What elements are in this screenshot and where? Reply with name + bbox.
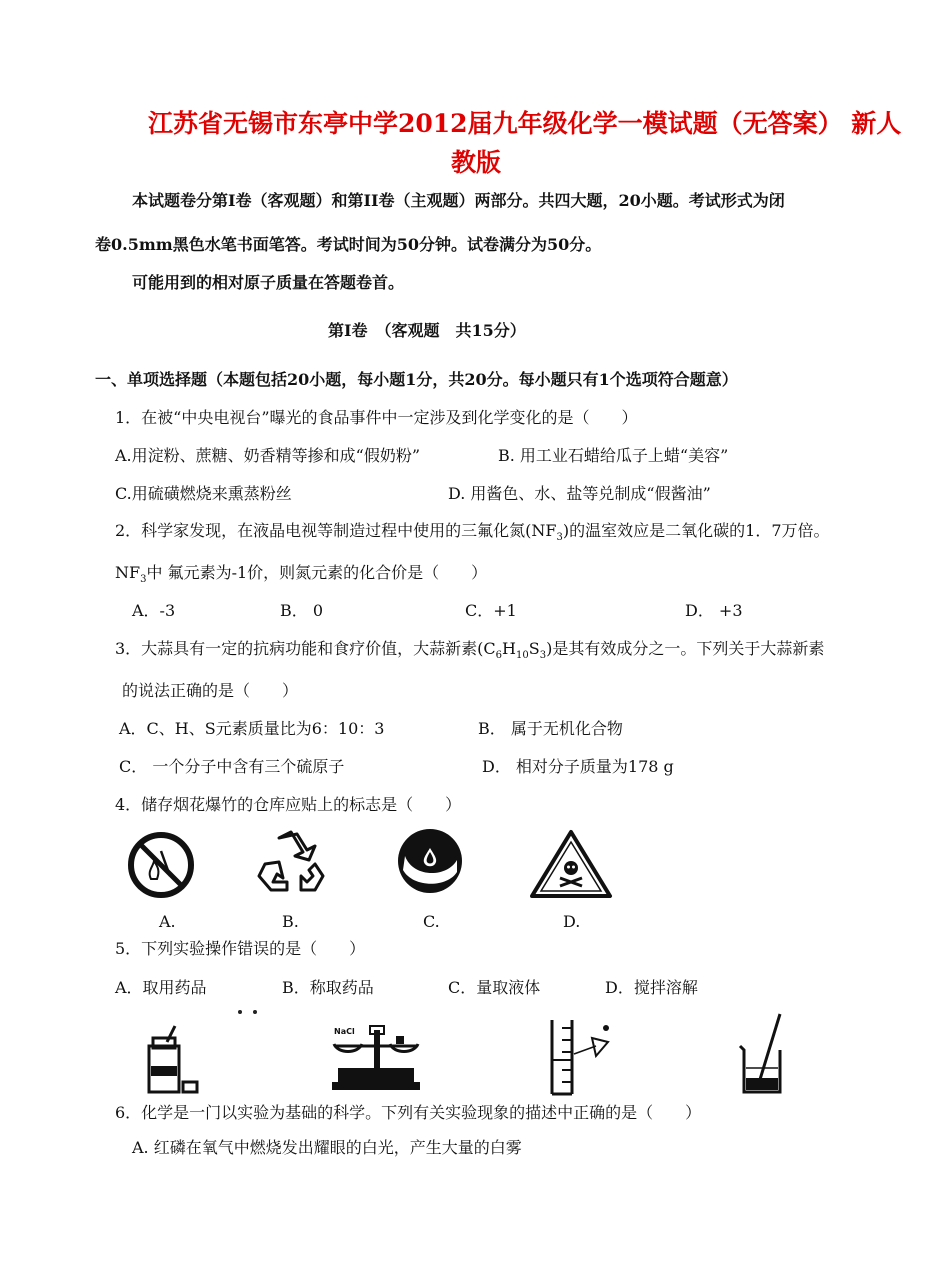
q3-sub3: 3 xyxy=(539,650,547,662)
q3-s: S xyxy=(528,639,540,658)
intro-line3: 可能用到的相对原子质量在答题卷首。 xyxy=(132,273,405,292)
water-drop-hand-sign-icon xyxy=(395,826,465,896)
q3-option-b: B． 属于无机化合物 xyxy=(478,719,623,738)
doc-title-line2: 教版 xyxy=(451,148,502,177)
q2-option-c: C．+1 xyxy=(465,601,517,620)
q2-stem xyxy=(115,518,830,543)
q2-line2 xyxy=(115,560,487,585)
q3-stem-text: 3．大蒜具有一定的抗病功能和食疗价值，大蒜新素(C xyxy=(115,639,496,658)
reagent-bottle-spatula-icon xyxy=(145,1022,205,1094)
q3-stem xyxy=(115,636,824,661)
intro-line1: 本试题卷分第I卷（客观题）和第II卷（主观题）两部分。共四大题，20小题。考试形式为闭 xyxy=(132,191,785,210)
print-speck xyxy=(238,1010,242,1014)
q1-option-a: A.用淀粉、蔗糖、奶香精等掺和成“假奶粉” xyxy=(115,446,421,465)
q1-option-b: B. 用工业石蜡给瓜子上蜡“美容” xyxy=(498,446,729,465)
beaker-stirring-rod-icon xyxy=(738,1012,788,1096)
q3-option-a: A．C、H、S元素质量比为6：10：3 xyxy=(119,719,385,738)
q4-label-b: B. xyxy=(282,912,299,931)
q2-line2-subscript: 3 xyxy=(140,574,147,586)
q4-label-d: D. xyxy=(563,912,581,931)
q3-line2: 的说法正确的是（ ） xyxy=(122,681,299,700)
q4-label-c: C. xyxy=(423,912,440,931)
poison-warning-sign-icon xyxy=(530,830,612,898)
q2-option-a: A．-3 xyxy=(132,601,176,620)
q4-stem: 4．储存烟花爆竹的仓库应贴上的标志是（ ） xyxy=(115,795,462,814)
no-fire-sign-icon xyxy=(127,831,195,899)
q3-stem-end: )是其有效成分之一。下列关于大蒜新素 xyxy=(546,639,825,658)
q3-sub1: 6 xyxy=(495,650,503,662)
recycling-sign-icon xyxy=(257,830,325,894)
section1-heading: 一、单项选择题（本题包括20小题，每小题1分，共20分。每小题只有1个选项符合题意） xyxy=(95,370,738,389)
part1-heading: 第I卷 （客观题 共15分） xyxy=(328,321,526,340)
q2-stem-text: 2．科学家发现，在液晶电视等制造过程中使用的三氟化氮(NF xyxy=(115,521,557,540)
q3-option-c: C． 一个分子中含有三个硫原子 xyxy=(119,757,345,776)
q3-option-d: D． 相对分子质量为178 g xyxy=(482,757,674,776)
q3-sub2: 10 xyxy=(516,650,529,662)
q1-option-d: D. 用酱色、水、盐等兑制成“假酱油” xyxy=(448,484,711,503)
q2-stem-end: )的温室效应是二氧化碳的1．7万倍。 xyxy=(562,521,830,540)
q3-h: H xyxy=(502,639,516,658)
q1-stem: 1．在被“中央电视台”曝光的食品事件中一定涉及到化学变化的是（ ） xyxy=(115,408,638,427)
q1-option-c: C.用硫磺燃烧来熏蒸粉丝 xyxy=(115,484,292,503)
balance-scale-icon xyxy=(330,1024,422,1094)
q5-option-a: A．取用药品 xyxy=(115,978,207,997)
q5-option-b: B．称取药品 xyxy=(282,978,374,997)
q4-label-a: A. xyxy=(159,912,176,931)
q6-stem: 6．化学是一门以实验为基础的科学。下列有关实验现象的描述中正确的是（ ） xyxy=(115,1103,702,1122)
q6-option-a: A. 红磷在氧气中燃烧发出耀眼的白光，产生大量的白雾 xyxy=(132,1138,522,1157)
q2-stem-subscript: 3 xyxy=(556,532,563,544)
q2-option-d: D． +3 xyxy=(685,601,743,620)
q2-line2-text: 中 氟元素为-1价，则氮元素的化合价是（ ） xyxy=(146,563,488,582)
doc-title-line1: 江苏省无锡市东亭中学2012届九年级化学一模试题（无答案） 新人 xyxy=(148,109,902,138)
print-speck xyxy=(253,1010,257,1014)
q5-option-d: D．搅拌溶解 xyxy=(605,978,698,997)
q5-option-c: C．量取液体 xyxy=(448,978,541,997)
intro-line2: 卷0.5mm黑色水笔书面笔答。考试时间为50分钟。试卷满分为50分。 xyxy=(95,235,602,254)
graduated-cylinder-icon xyxy=(548,1018,620,1096)
nacl-label: NaCl xyxy=(334,1027,355,1036)
q2-option-b: B． 0 xyxy=(280,601,324,620)
q5-stem: 5．下列实验操作错误的是（ ） xyxy=(115,939,366,958)
q2-line2-formula: NF xyxy=(115,563,141,582)
